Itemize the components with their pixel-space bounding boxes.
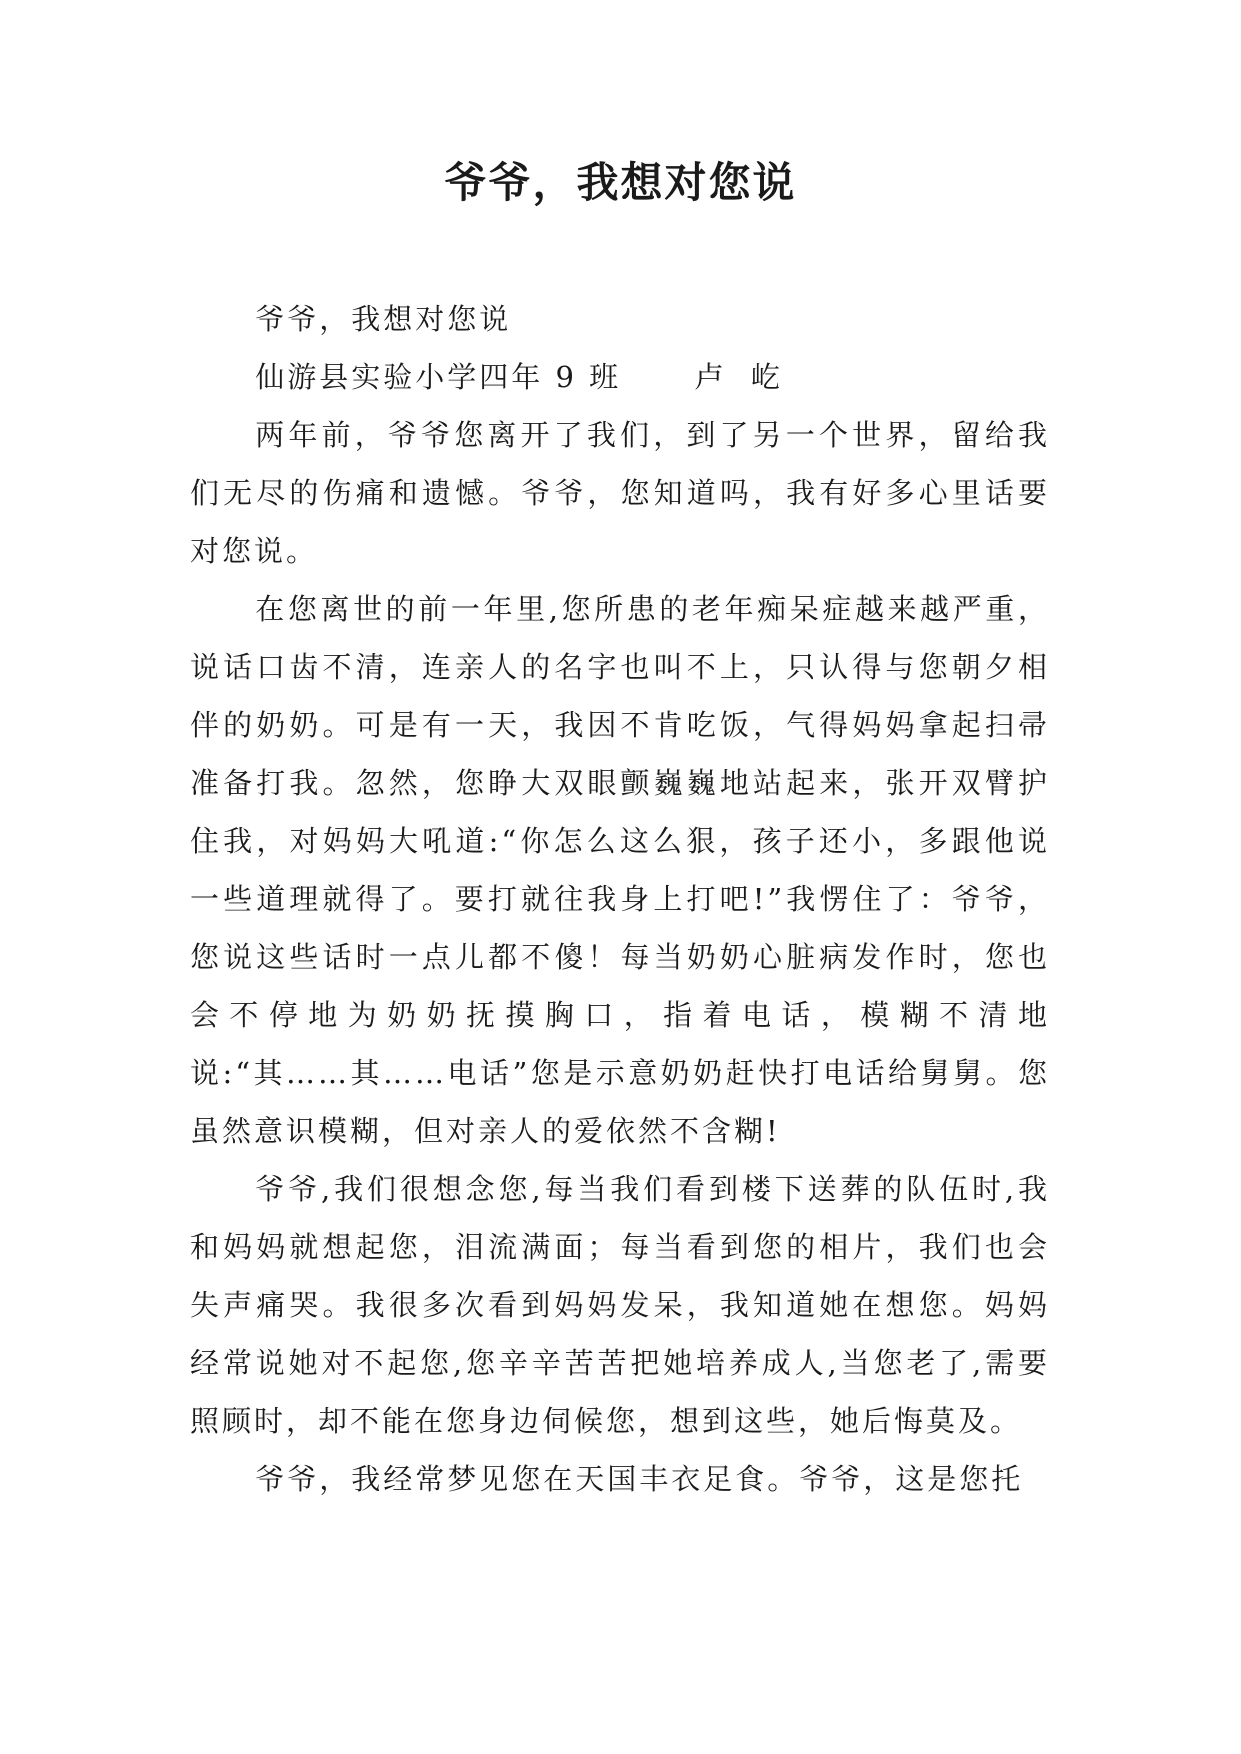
paragraph-4: 爷爷，我经常梦见您在天国丰衣足食。爷爷，这是您托: [255, 1462, 1024, 1496]
paragraph-3: 爷爷,我们很想念您,每当我们看到楼下送葬的队伍时,我和妈妈就想起您，泪流满面；每当看到您的相片，我们也会失声痛哭。我很多次看到妈妈发呆，我知道她在想您。妈妈经常说她对不起您,您辛辛苦苦把她培养成人,当您老了,需要照顾时，却不能在您身边伺候您，想到这些，她后悔莫及。: [190, 1172, 1050, 1438]
document-title: 爷爷，我想对您说: [444, 158, 797, 207]
paragraph-1: 两年前，爷爷您离开了我们，到了另一个世界，留给我们无尽的伤痛和遗憾。爷爷，您知道吗，我有好多心里话要对您说。: [190, 418, 1050, 568]
subtitle-line: 爷爷，我想对您说: [255, 302, 512, 336]
paragraph-2: 在您离世的前一年里,您所患的老年痴呆症越来越严重，说话口齿不清，连亲人的名字也叫不上，只认得与您朝夕相伴的奶奶。可是有一天，我因不肯吃饭，气得妈妈拿起扫帚准备打我。忽然，您睁大双眼颤巍巍地站起来，张开双臂护住我，对妈妈大吼道:“你怎么这么狠，孩子还小，多跟他说一些道理就得了。要打就往我身上打吧!”我愣住了：爷爷，您说这些话时一点儿都不傻！每当奶奶心脏病发作时，您也会不停地为奶奶抚摸胸口，指着电话，模糊不清地说:“其……其……电话”您是示意奶奶赶快打电话给舅舅。您虽然意识模糊，但对亲人的爱依然不含糊!: [190, 592, 1050, 1148]
document-body: [190, 290, 1050, 1508]
author-byline: 仙游县实验小学四年 9 班 卢 屹: [255, 360, 783, 394]
